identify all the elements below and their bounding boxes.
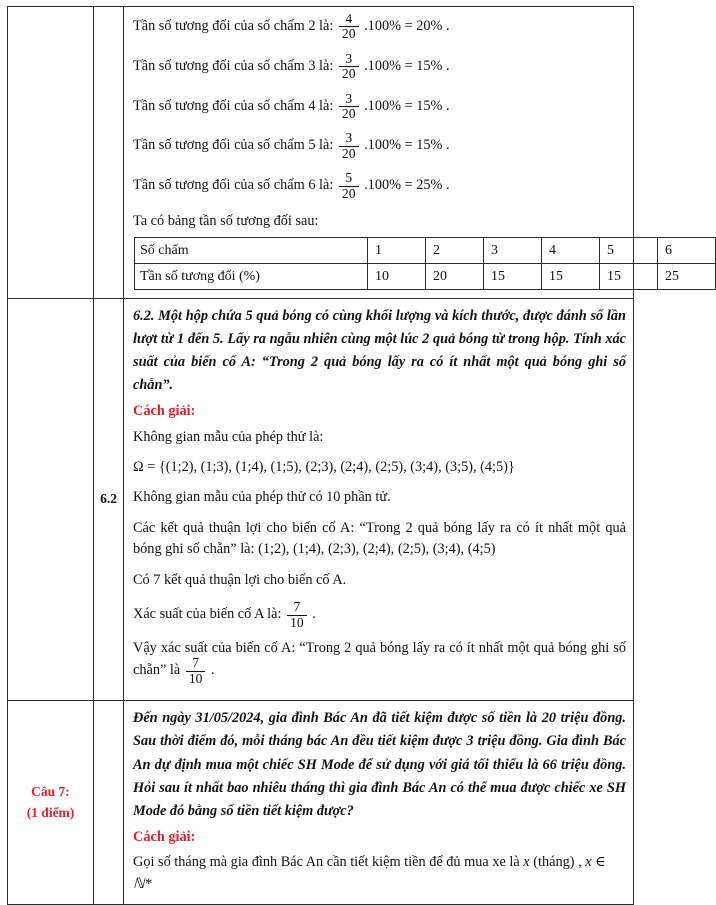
fraction-numerator: 7 bbox=[192, 655, 199, 671]
solution-label-cau-7: Cách giải: bbox=[133, 829, 196, 846]
row-label-empty-6-2 bbox=[8, 298, 94, 701]
conclusion-line bbox=[133, 640, 626, 686]
freq-line-4 bbox=[133, 92, 626, 122]
cau-7-label-line1: Câu 7: bbox=[31, 783, 70, 799]
answer-sheet-table bbox=[7, 6, 679, 905]
cell-frequency-2: 20 bbox=[426, 263, 484, 289]
probability-prefix: Xác suất của biến cố A là: bbox=[133, 606, 282, 623]
fraction-denominator: 20 bbox=[339, 26, 359, 41]
freq-line-6 bbox=[133, 171, 626, 201]
freq-line-3 bbox=[133, 52, 626, 82]
table-row-frequencies bbox=[135, 263, 716, 289]
cau-7-setup-line bbox=[133, 852, 626, 895]
fraction-4-20 bbox=[339, 12, 359, 42]
variable-x: x bbox=[523, 854, 530, 871]
solution-label-6-2: Cách giải: bbox=[133, 403, 196, 420]
question-cau-7-statement: Đến ngày 31/05/2024, gia đình Bác An đã tiết kiệm được số tiền là 20 triệu đồng. Sau thời điểm đó, mỗi tháng bác An đều tiết kiệm được 3 triệu đồng. Gia đình Bác An dự định mua một chiếc SH Mode để sử dụng với giá tối thiểu là 66 triệu đồng. Hỏi sau ít nhất bao nhiêu tháng thì gia đình Bác An có thể mua được chiếc xe SH Mode đó bằng số tiền tiết kiệm được? bbox=[133, 710, 626, 819]
sample-space-intro: Không gian mẫu của phép thử là: bbox=[133, 428, 324, 445]
relative-frequency-table bbox=[134, 237, 716, 290]
relative-frequency-body bbox=[124, 7, 679, 299]
cell-frequency-6: 25 bbox=[658, 263, 716, 289]
fraction-3-20-b bbox=[339, 92, 359, 122]
freq-line-2-prefix: Tần số tương đối của số chấm 2 là: bbox=[133, 17, 334, 34]
question-6-2-statement: 6.2. Một hộp chứa 5 quả bóng có cùng khối lượng và kích thước, được đánh số lần lượt từ 1 đến 5. Lấy ra ngẫu nhiên cùng một lúc 2 quả bóng từ trong hộp. Tính xác suất của biến cố A: “Trong 2 quả bóng lấy ra có ít nhất một quả bóng ghi số chẵn”. bbox=[133, 307, 626, 393]
cell-face-3: 3 bbox=[484, 237, 542, 263]
item-cau-7-body bbox=[124, 701, 634, 905]
fraction-3-20-c bbox=[339, 131, 359, 161]
freq-line-3-suffix: .100% = 15% . bbox=[364, 57, 450, 74]
favorable-count: Có 7 kết quả thuận lợi cho biến cố A. bbox=[133, 571, 347, 588]
fraction-7-10-b bbox=[186, 656, 206, 686]
fraction-numerator: 3 bbox=[345, 90, 353, 106]
cau-7-unit-text: (tháng) , bbox=[533, 854, 582, 871]
fraction-denominator: 20 bbox=[339, 66, 359, 81]
fraction-numerator: 5 bbox=[345, 170, 353, 186]
table-row-relative-frequency bbox=[8, 7, 634, 299]
frequency-table-intro: Ta có bảng tần số tương đối sau: bbox=[133, 213, 319, 230]
table-row-cau-7 bbox=[8, 701, 634, 905]
fraction-denominator: 10 bbox=[287, 615, 307, 630]
cell-frequency-3: 15 bbox=[484, 263, 542, 289]
sample-space-omega: Ω = {(1;2), (1;3), (1;4), (1;5), (2;3), (2;4), (2;5), (3;4), (3;5), (4;5)} bbox=[133, 459, 515, 475]
cell-face-2: 2 bbox=[426, 237, 484, 263]
cell-face-5: 5 bbox=[600, 237, 658, 263]
freq-line-2 bbox=[133, 12, 626, 42]
fraction-3-20-a bbox=[339, 52, 359, 82]
table-row-faces bbox=[135, 237, 716, 263]
row-label-cau-7 bbox=[8, 701, 94, 905]
freq-line-6-prefix: Tần số tương đối của số chấm 6 là: bbox=[133, 177, 334, 194]
cell-row-label-frequency: Tần số tương đối (%) bbox=[135, 263, 368, 289]
table-row-item-6-2 bbox=[8, 298, 634, 701]
cell-frequency-4: 15 bbox=[542, 263, 600, 289]
item-6-2-body bbox=[124, 298, 634, 701]
row-label-empty bbox=[8, 7, 94, 299]
fraction-7-10-a bbox=[287, 600, 307, 630]
fraction-5-20 bbox=[339, 171, 359, 201]
cau-7-label-line2: (1 điểm) bbox=[26, 804, 75, 820]
fraction-denominator: 20 bbox=[339, 106, 359, 121]
freq-line-4-prefix: Tần số tương đối của số chấm 4 là: bbox=[133, 97, 334, 114]
fraction-denominator: 20 bbox=[339, 146, 359, 161]
probability-suffix: . bbox=[312, 606, 316, 623]
cell-frequency-5: 15 bbox=[600, 263, 658, 289]
freq-line-5-prefix: Tần số tương đối của số chấm 5 là: bbox=[133, 137, 334, 154]
cell-face-4: 4 bbox=[542, 237, 600, 263]
freq-line-4-suffix: .100% = 15% . bbox=[364, 97, 450, 114]
cell-face-6: 6 bbox=[658, 237, 716, 263]
probability-line bbox=[133, 600, 626, 630]
freq-line-6-suffix: .100% = 25% . bbox=[364, 177, 450, 194]
row-number-empty bbox=[94, 7, 124, 299]
sample-space-count: Không gian mẫu của phép thử có 10 phần tử. bbox=[133, 489, 391, 506]
conclusion-suffix: . bbox=[210, 662, 215, 679]
cau-7-setup-text: Gọi số tháng mà gia đình Bác An cần tiết kiệm tiền để đủ mua xe là bbox=[133, 854, 520, 871]
favorable-outcomes: Các kết quả thuận lợi cho biến cố A: “Trong 2 quả bóng lấy ra có ít nhất một quả bóng ghi số chẵn” là: (1;2), (1;4), (2;3), (2;4), (2;5), (3;4), (4;5) bbox=[133, 519, 626, 558]
conclusion-prefix: Vậy xác suất của biến cố A: “Trong 2 quả bóng lấy ra có ít nhất một quả bóng ghi số chẵn” là bbox=[133, 640, 626, 679]
domain-condition: x ∈ ℕ* bbox=[133, 854, 606, 892]
row-number-6-2: 6.2 bbox=[94, 298, 124, 701]
freq-line-2-suffix: .100% = 20% . bbox=[364, 17, 450, 34]
fraction-denominator: 10 bbox=[186, 671, 206, 686]
fraction-numerator: 4 bbox=[345, 11, 353, 26]
row-number-empty-cau-7 bbox=[94, 701, 124, 905]
fraction-denominator: 20 bbox=[339, 186, 359, 201]
cell-row-label-faces: Số chấm bbox=[135, 237, 368, 263]
cell-face-1: 1 bbox=[368, 237, 426, 263]
fraction-numerator: 3 bbox=[345, 130, 353, 146]
fraction-numerator: 3 bbox=[345, 50, 353, 66]
fraction-numerator: 7 bbox=[293, 599, 301, 615]
freq-line-3-prefix: Tần số tương đối của số chấm 3 là: bbox=[133, 57, 334, 74]
freq-line-5-suffix: .100% = 15% . bbox=[364, 137, 450, 154]
freq-line-5 bbox=[133, 131, 626, 161]
cell-frequency-1: 10 bbox=[368, 263, 426, 289]
